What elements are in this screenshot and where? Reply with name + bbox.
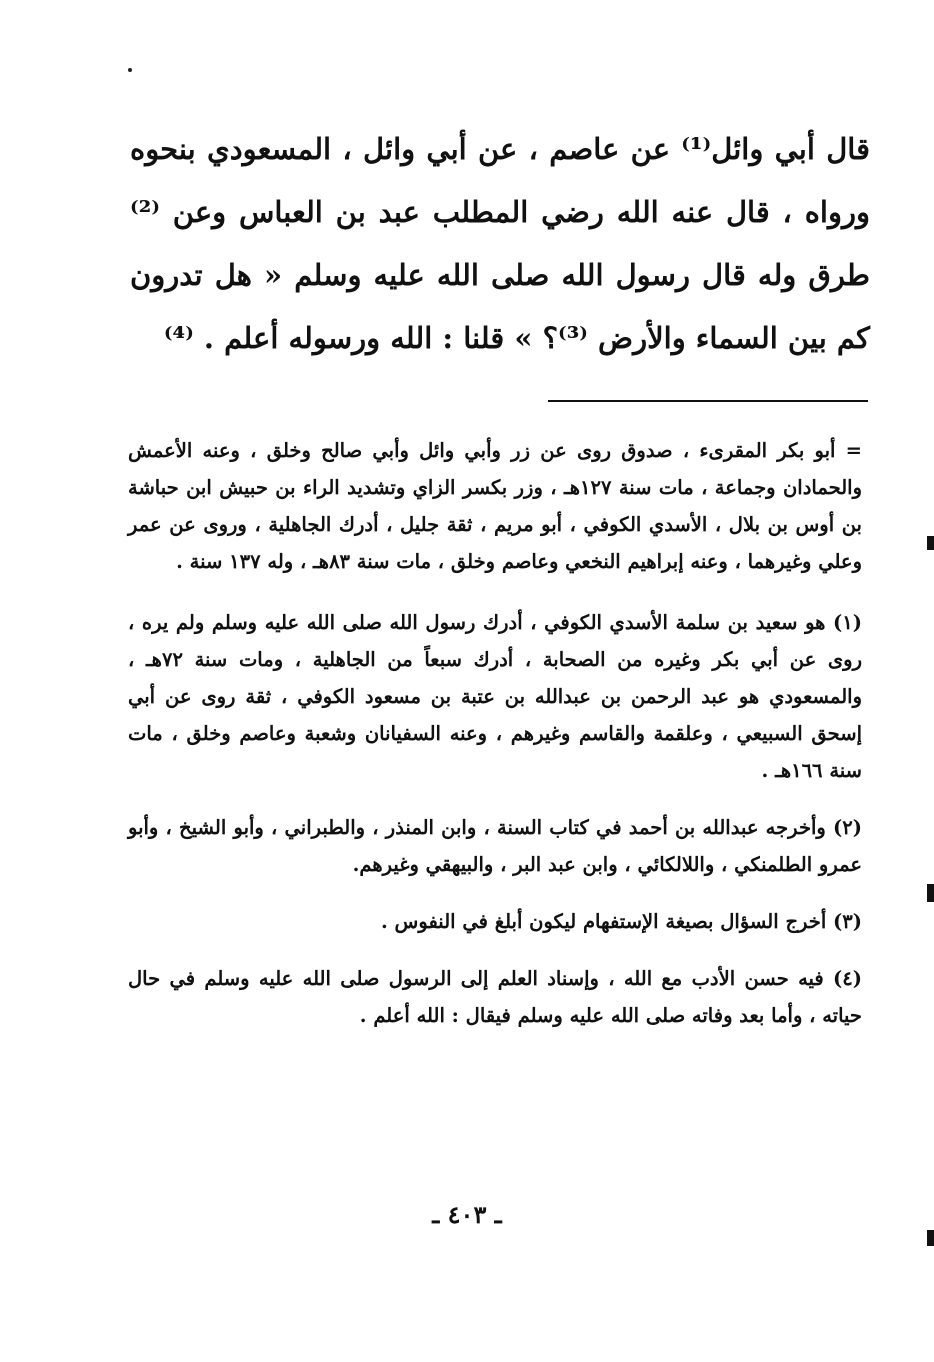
footnote-continuation: = أبو بكر المقرىء ، صدوق روى عن زر وأبي وائل وأبي صالح وخلق ، وعنه الأعمش والحمادان وجماعة ، مات سنة ١٢٧هـ ، وزر بكسر الزاي وتشديد الراء بن حبيش ابن حباشة بن أوس بن بلال ، الأسدي الكوفي ، أبو مريم ، ثقة جليل ، أدرك الجاهلية ، وروى عن عمر وعلي وغيرهما ، وعنه إبراهيم النخعي وعاصم وخلق ، مات سنة ٨٣هـ ، وله ١٣٧ سنة .: [128, 439, 862, 573]
scan-edge-mark: [927, 536, 934, 550]
footnote-2: (٢) وأخرجه عبدالله بن أحمد في كتاب السنة ، وابن المنذر ، والطبراني ، وأبو الشيخ ، وأبو عمرو الطلمنكي ، واللالكائي ، وابن عبد البر ، والبيهقي وغيرهم.: [128, 816, 862, 876]
page-number: ـ ٤٠٣ ـ: [432, 1200, 502, 1229]
footnote-3: (٣) أخرج السؤال بصيغة الإستفهام ليكون أبلغ في النفوس .: [380, 910, 862, 933]
scan-edge-mark: [927, 884, 934, 902]
main-paragraph: قال أبي وائل⁽¹⁾ عن عاصم ، عن أبي وائل ، المسعودي بنحوه ورواه ، قال عنه الله رضي المطلب عبد بن العباس وعن ⁽²⁾ طرق وله قال رسول الله صلى الله عليه وسلم « هل تدرون كم بين السماء والأرض ⁽³⁾؟ » قلنا : الله ورسوله أعلم . ⁽⁴⁾: [130, 132, 870, 355]
footnote-1: (١) هو سعيد بن سلمة الأسدي الكوفي ، أدرك رسول الله صلى الله عليه وسلم ولم يره ، روى عن أبي بكر وغيره من الصحابة ، أدرك سبعاً من الجاهلية ، ومات سنة ٧٢هـ ، والمسعودي هو عبد الرحمن بن عبدالله بن عتبة بن مسعود الكوفي ، ثقة روى عن أبي إسحق السبيعي ، وعلقمة والقاسم وغيرهم ، وعنه السفيانان وشعبة وعاصم وخلق ، مات سنة ١٦٦هـ .: [128, 611, 862, 782]
footnotes-section: [128, 432, 862, 1054]
footnote-divider: [548, 400, 868, 402]
footnote-4: (٤) فيه حسن الأدب مع الله ، وإسناد العلم إلى الرسول صلى الله عليه وسلم في حال حياته ، وأما بعد وفاته صلى الله عليه وسلم فيقال : الله أعلم .: [128, 967, 862, 1027]
scan-edge-mark: [927, 1230, 934, 1246]
ink-speck: [128, 68, 132, 72]
